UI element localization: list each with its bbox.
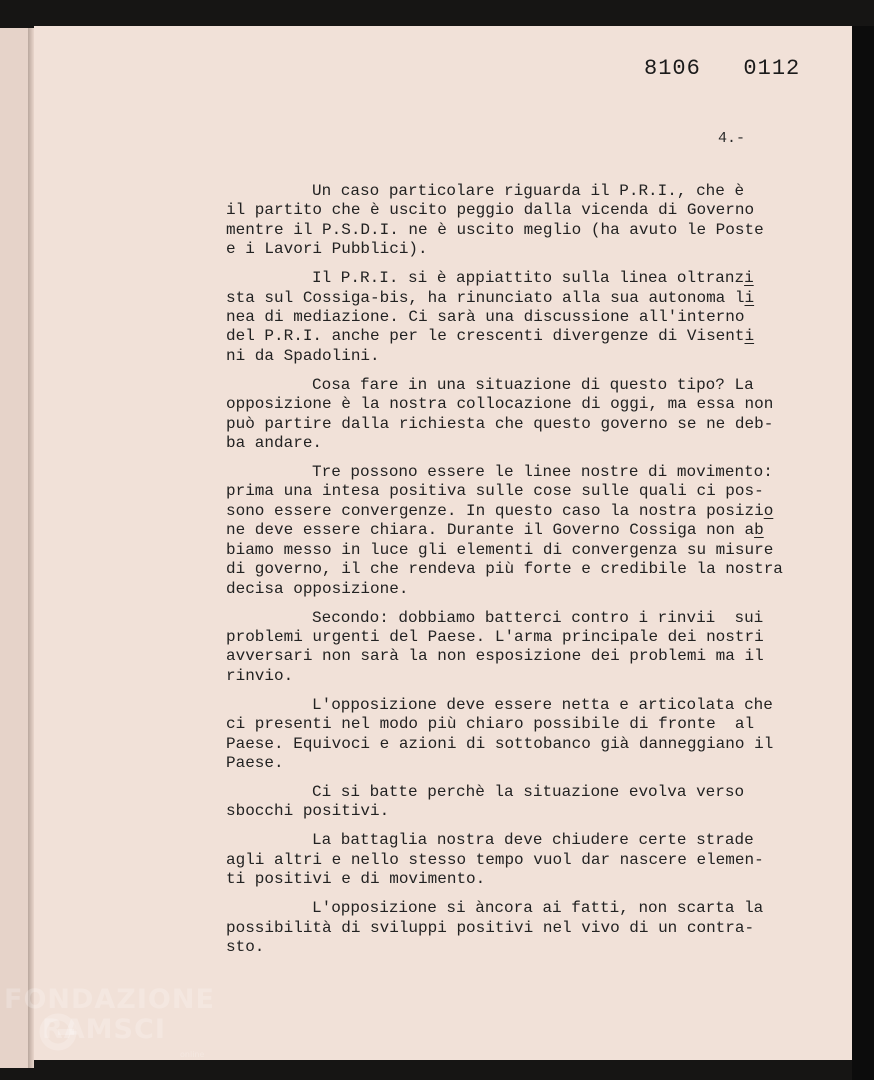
text-line <box>226 647 826 666</box>
text-line <box>226 289 826 308</box>
line-text: decisa opposizione. <box>226 579 409 598</box>
text-line <box>226 327 826 346</box>
text-line <box>226 735 826 754</box>
text-line <box>226 434 826 453</box>
text-line <box>226 628 826 647</box>
text-line <box>226 201 826 220</box>
line-text: L'opposizione si àncora ai fatti, non scarta la <box>312 899 764 918</box>
text-line <box>226 851 826 870</box>
line-text: Il P.R.I. si è appiattito sulla linea oltranz <box>312 269 745 288</box>
text-line <box>226 308 826 327</box>
underlined-letter: b <box>754 521 764 540</box>
underlined-letter: i <box>744 327 755 346</box>
text-line <box>226 521 826 540</box>
line-text: ci presenti nel modo più chiaro possibile di fronte al <box>226 715 755 734</box>
underlined-letter: i <box>744 288 755 307</box>
line-text: opposizione è la nostra collocazione di oggi, ma essa non <box>226 395 774 414</box>
text-line <box>226 463 826 482</box>
line-text: ba andare. <box>226 434 323 453</box>
line-text: del P.R.I. anche per le crescenti divergenze di Visent <box>226 327 745 346</box>
text-line <box>226 783 826 802</box>
line-text: possibilità di sviluppi positivi nel vivo di un contra- <box>226 918 755 937</box>
text-line <box>226 754 826 773</box>
scan-border <box>852 26 874 1080</box>
page-number: 4.- <box>718 130 746 147</box>
line-text: e i Lavori Pubblici). <box>226 240 428 259</box>
text-line <box>226 502 826 521</box>
underlined-letter: o <box>763 501 774 520</box>
line-text: sbocchi positivi. <box>226 802 390 821</box>
paragraph <box>226 269 826 366</box>
line-text: problemi urgenti del Paese. L'arma principale dei nostri <box>226 627 764 646</box>
text-line <box>226 899 826 918</box>
line-text: Cosa fare in una situazione di questo tipo? La <box>312 375 754 394</box>
text-line <box>226 802 826 821</box>
text-line <box>226 395 826 414</box>
text-line <box>226 560 826 579</box>
text-line <box>226 269 826 288</box>
text-line <box>226 221 826 240</box>
text-line <box>226 609 826 628</box>
adjacent-page <box>0 28 30 1068</box>
line-text: Un caso particolare riguarda il P.R.I., che è <box>312 182 745 200</box>
line-text: sono essere convergenze. In questo caso la nostra posizi <box>226 501 764 520</box>
paragraph <box>226 463 826 599</box>
line-text: può partire dalla richiesta che questo governo se ne deb- <box>226 414 774 433</box>
line-text: Paese. Equivoci e azioni di sottobanco già danneggiano il <box>226 734 774 753</box>
line-text: Paese. <box>226 753 284 772</box>
text-line <box>226 541 826 560</box>
text-line <box>226 831 826 850</box>
text-line <box>226 240 826 259</box>
paragraph <box>226 182 826 260</box>
paragraph <box>226 376 826 454</box>
paragraph <box>226 899 826 957</box>
line-text: ti positivi e di movimento. <box>226 870 486 889</box>
text-line <box>226 696 826 715</box>
line-text: L'opposizione deve essere netta e articolata che <box>312 695 773 714</box>
line-text: La battaglia nostra deve chiudere certe strade <box>312 831 754 850</box>
line-text: agli altri e nello stesso tempo vuol dar nascere elemen- <box>226 850 764 869</box>
paragraph <box>226 783 826 822</box>
line-text: prima una intesa positiva sulle cose sulle quali ci pos- <box>226 482 764 501</box>
document-body <box>226 182 826 967</box>
text-line <box>226 415 826 434</box>
watermark-subtitle: RAMSCI <box>42 1014 166 1045</box>
underlined-letter: i <box>744 269 754 288</box>
text-line <box>226 870 826 889</box>
line-text: nea di mediazione. Ci sarà una discussione all'interno <box>226 308 745 327</box>
text-line <box>226 347 826 366</box>
line-text: Secondo: dobbiamo batterci contro i rinvii sui <box>312 608 764 627</box>
text-line <box>226 376 826 395</box>
text-line <box>226 182 826 201</box>
line-text: avversari non sarà la non esposizione dei problemi ma il <box>226 647 764 666</box>
text-line <box>226 715 826 734</box>
archive-number: 8106 0112 <box>644 56 801 81</box>
text-line <box>226 667 826 686</box>
line-text: Ci si batte perchè la situazione evolva verso <box>312 782 745 801</box>
line-text: ne deve essere chiara. Durante il Governo Cossiga non a <box>226 521 755 540</box>
text-line <box>226 919 826 938</box>
line-text: ni da Spadolini. <box>226 346 380 365</box>
watermark-title: FONDAZIONE <box>4 984 215 1015</box>
line-text: il partito che è uscito peggio dalla vicenda di Governo <box>226 201 755 220</box>
text-line <box>226 580 826 599</box>
line-text: mentre il P.S.D.I. ne è uscito meglio (ha avuto le Poste <box>226 220 764 239</box>
paragraph <box>226 696 826 774</box>
paragraph <box>226 609 826 687</box>
line-text: Tre possono essere le linee nostre di movimento: <box>312 463 773 482</box>
watermark-online: online <box>180 1050 205 1059</box>
line-text: di governo, il che rendeva più forte e credibile la nostra <box>226 560 783 579</box>
line-text: sto. <box>226 937 265 956</box>
line-text: biamo messo in luce gli elementi di convergenza su misure <box>226 540 774 559</box>
fondazione-gramsci-watermark <box>4 984 224 1074</box>
text-line <box>226 482 826 501</box>
line-text: sta sul Cossiga-bis, ha rinunciato alla sua autonoma l <box>226 288 745 307</box>
paragraph <box>226 831 826 889</box>
line-text: rinvio. <box>226 666 294 685</box>
text-line <box>226 938 826 957</box>
